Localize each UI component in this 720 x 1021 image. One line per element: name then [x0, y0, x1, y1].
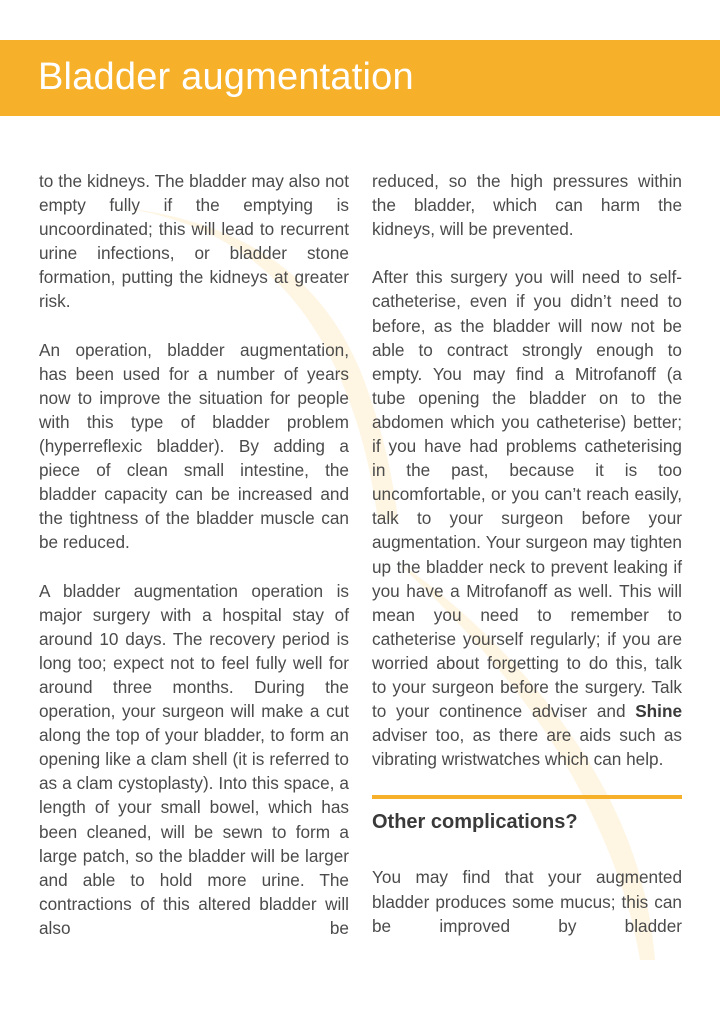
paragraph-text: After this surgery you will need to self-catheterise, even if you didn’t need to before, as the bladder will now not be able to contract strongly enough to empty. You may find a Mitrofanoff (a tube opening the bladder on to the abdomen which you catheterise) better; if you have had problems catheterising in the past, because it is too uncomfortable, or you can’t reach easily, talk to your surgeon before your augmentation. Your surgeon may tighten up the bladder neck to prevent leaking if you have a Mitrofanoff as well. This will mean you need to remember to catheterise yourself regularly; if you are worried about forgetting to do this, talk to your surgeon before the surgery. Talk to your continence adviser and [372, 267, 682, 722]
brand-name: Shine [635, 701, 682, 722]
body-paragraph: You may find that your augmented bladder produces some mucus; this can be improved by bladder [372, 867, 682, 936]
body-paragraph: to the kidneys. The bladder may also not empty fully if the emptying is uncoordinated; this will lead to recurrent urine infections, or bladder stone formation, putting the kidneys at greater risk. [39, 171, 349, 312]
paragraph-text: adviser too, as there are aids such as vibrating wristwatches which can help. [372, 725, 682, 770]
body-paragraph: reduced, so the high pressures within the bladder, which can harm the kidneys, will be prevented. [372, 171, 682, 240]
right-column [372, 169, 682, 962]
left-column [39, 169, 349, 964]
section-divider [372, 795, 682, 799]
section-heading: Other complications? [372, 811, 578, 834]
page-title: Bladder augmentation [38, 56, 414, 98]
body-paragraph [372, 265, 682, 771]
body-paragraph: An operation, bladder augmentation, has been used for a number of years now to improve the situation for people with this type of bladder problem (hyperreflexic bladder). By adding a piece of clean small intestine, the bladder capacity can be increased and the tightness of the bladder muscle can be reduced. [39, 339, 349, 553]
body-paragraph: A bladder augmentation operation is major surgery with a hospital stay of around 10 days. The recovery period is long too; expect not to feel fully well for around three months. During the operation, your surgeon will make a cut along the top of your bladder, to form an opening like a clam shell (it is referred to as a clam cystoplasty). Into this space, a length of your small bowel, which has been cleaned, will be sewn to form a large patch, so the bladder will be larger and able to hold more urine. The contractions of this altered bladder will also be [39, 580, 349, 938]
